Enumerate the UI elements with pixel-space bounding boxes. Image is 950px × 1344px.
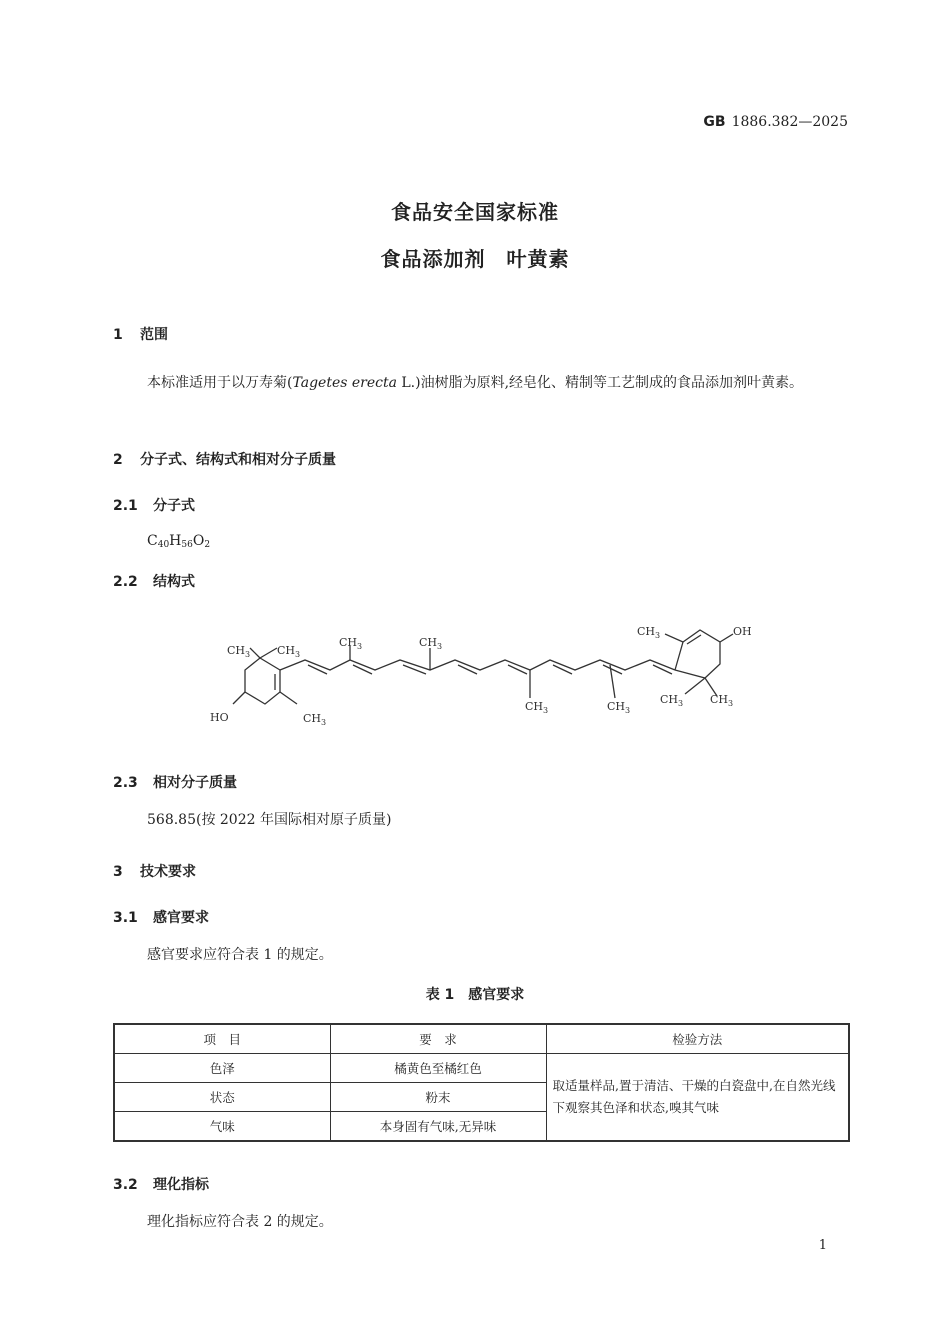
label-ch3: $CH_3$ <box>303 712 327 727</box>
label-ch3: $CH_3$ <box>227 644 251 659</box>
section-title: 感官要求 <box>153 910 209 926</box>
label-ch3: $CH_3$ <box>710 693 734 708</box>
section-number: 3.2 <box>113 1177 138 1193</box>
section-3-1-heading <box>113 907 209 927</box>
header-method: 检验方法 <box>546 1024 849 1054</box>
label-ch3: $CH_3$ <box>419 636 443 651</box>
label-ch3: $CH_3$ <box>607 700 631 715</box>
section-2-3-heading <box>113 772 237 792</box>
row-requirement: 粉末 <box>330 1083 546 1112</box>
document-subtitle: 食品添加剂 叶黄素 <box>380 247 570 271</box>
section-3-2-heading <box>113 1174 209 1194</box>
section-2-2-heading <box>113 571 195 591</box>
header-item: 项 目 <box>114 1024 330 1054</box>
latin-name: Tagetes erecta <box>292 375 397 391</box>
section-number: 2 <box>113 452 123 468</box>
section-number: 3.1 <box>113 910 138 926</box>
section-title: 相对分子质量 <box>153 775 237 791</box>
section-title: 理化指标 <box>153 1177 209 1193</box>
scope-text-a: 本标准适用于以万寿菊( <box>147 375 293 391</box>
section-1-heading <box>113 324 168 344</box>
section-title: 结构式 <box>153 574 195 590</box>
molecular-formula: $C_{40}H_{56}O_2$ <box>147 533 211 550</box>
section-title: 技术要求 <box>140 864 196 880</box>
section-title: 范围 <box>140 327 168 343</box>
label-ch3: $CH_3$ <box>525 700 549 715</box>
label-ch3: $CH_3$ <box>339 636 363 651</box>
document-title: 食品安全国家标准 <box>391 200 559 224</box>
row-item: 色泽 <box>114 1054 330 1083</box>
header-requirement: 要 求 <box>330 1024 546 1054</box>
standard-code <box>703 114 848 130</box>
table-row <box>114 1054 849 1083</box>
structural-formula <box>205 618 765 728</box>
standard-number: 1886.382—2025 <box>731 114 848 130</box>
sensory-table <box>113 1023 850 1142</box>
label-ch3: $CH_3$ <box>277 644 301 659</box>
scope-text-b: L.)油树脂为原料,经皂化、精制等工艺制成的食品添加剂叶黄素。 <box>396 375 804 391</box>
scope-paragraph <box>113 371 849 395</box>
label-ch3: $CH_3$ <box>637 625 661 640</box>
label-ho: HO <box>210 711 229 724</box>
label-oh: OH <box>733 625 752 638</box>
section-number: 1 <box>113 327 123 343</box>
molecular-mass: 568.85(按 2022 年国际相对原子质量) <box>147 812 392 828</box>
section-2-1-heading <box>113 495 195 515</box>
standard-prefix: GB <box>703 114 726 130</box>
table-header-row <box>114 1024 849 1054</box>
test-method: 取适量样品,置于清洁、干燥的白瓷盘中,在自然光线下观察其色泽和状态,嗅其气味 <box>546 1054 849 1142</box>
label-ch3: $CH_3$ <box>660 693 684 708</box>
section-number: 2.2 <box>113 574 138 590</box>
row-item: 气味 <box>114 1112 330 1142</box>
physchem-intro: 理化指标应符合表 2 的规定。 <box>147 1214 333 1230</box>
table-1-caption: 表 1 感官要求 <box>425 987 525 1003</box>
section-number: 2.3 <box>113 775 138 791</box>
row-item: 状态 <box>114 1083 330 1112</box>
section-number: 3 <box>113 864 123 880</box>
sensory-intro: 感官要求应符合表 1 的规定。 <box>147 947 333 963</box>
page-number: 1 <box>818 1238 827 1253</box>
section-title: 分子式、结构式和相对分子质量 <box>140 452 336 468</box>
section-title: 分子式 <box>153 498 195 514</box>
section-number: 2.1 <box>113 498 138 514</box>
section-3-heading <box>113 861 196 881</box>
section-2-heading <box>113 449 336 469</box>
structure-bonds <box>233 630 733 704</box>
row-requirement: 橘黄色至橘红色 <box>330 1054 546 1083</box>
row-requirement: 本身固有气味,无异味 <box>330 1112 546 1142</box>
